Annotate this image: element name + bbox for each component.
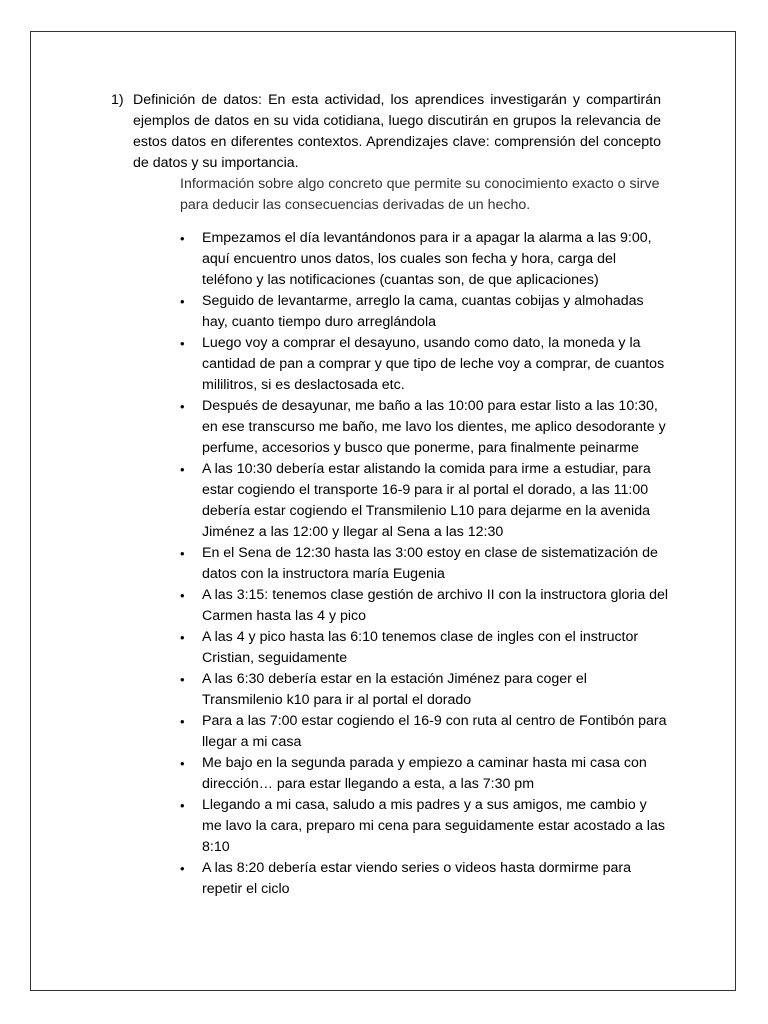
list-item [180,228,670,291]
list-item [180,753,670,795]
list-item-text: Después de desayunar, me baño a las 10:00 para estar listo a las 10:30, en ese transcurso me baño, me lavo los dientes, me aplico desodorante y perfume, accesorios y busco que ponerme, para finalmente peinarme [202,398,666,456]
list-item-text: Llegando a mi casa, saludo a mis padres y a sus amigos, me cambio y me lavo la cara, preparo mi cena para seguidamente estar acostado a las 8:10 [202,797,665,855]
bullet-list [180,228,670,900]
numbered-item [111,90,661,174]
bullet-icon: • [180,462,185,477]
list-item [180,459,670,543]
item-number: 1) [111,92,124,108]
list-item [180,585,670,627]
item-text: Definición de datos: En esta actividad, los aprendices investigarán y compartirán ejemplos de datos en su vida cotidiana, luego discutirán en grupos la relevancia de estos datos en diferentes contextos. Aprendizajes clave: comprensión del concepto de datos y su importancia. [133,92,661,171]
bullet-icon: • [180,546,185,561]
list-item-text: Me bajo en la segunda parada y empiezo a caminar hasta mi casa con dirección… para estar llegando a esta, a las 7:30 pm [202,755,647,792]
list-item-text: A las 8:20 debería estar viendo series o videos hasta dormirme para repetir el ciclo [202,860,632,897]
list-item-text: A las 6:30 debería estar en la estación Jiménez para coger el Transmilenio k10 para ir al portal el dorado [202,671,587,708]
document-page [30,31,736,991]
bullet-icon: • [180,399,185,414]
bullet-icon: • [180,630,185,645]
bullet-icon: • [180,714,185,729]
definition-paragraph: Información sobre algo concreto que permite su conocimiento exacto o sirve para deducir las consecuencias derivadas de un hecho. [180,176,660,213]
list-item-text: Para a las 7:00 estar cogiendo el 16-9 con ruta al centro de Fontibón para llegar a mi casa [202,713,667,750]
list-item [180,543,670,585]
list-item [180,333,670,396]
bullet-icon: • [180,672,185,687]
list-item-text: Luego voy a comprar el desayuno, usando como dato, la moneda y la cantidad de pan a comprar y que tipo de leche voy a comprar, de cuantos mililitros, si es deslactosada etc. [202,335,665,393]
bullet-icon: • [180,231,185,246]
bullet-icon: • [180,588,185,603]
bullet-icon: • [180,798,185,813]
list-item-text: A las 3:15: tenemos clase gestión de archivo II con la instructora gloria del Carmen hasta las 4 y pico [202,587,669,624]
list-item-text: En el Sena de 12:30 hasta las 3:00 estoy en clase de sistematización de datos con la instructora maría Eugenia [202,545,658,582]
list-item-text: Seguido de levantarme, arreglo la cama, cuantas cobijas y almohadas hay, cuanto tiempo duro arreglándola [202,293,644,330]
list-item [180,291,670,333]
list-item [180,711,670,753]
list-item [180,795,670,858]
bullet-icon: • [180,336,185,351]
list-item [180,858,670,900]
list-item [180,669,670,711]
list-item [180,396,670,459]
list-item-text: Empezamos el día levantándonos para ir a apagar la alarma a las 9:00, aquí encuentro unos datos, los cuales son fecha y hora, carga del teléfono y las notificaciones (cuantas son, de que aplicaciones) [202,230,652,288]
list-item [180,627,670,669]
bullet-icon: • [180,294,185,309]
list-item-text: A las 10:30 debería estar alistando la comida para irme a estudiar, para estar cogiendo el transporte 16-9 para ir al portal el dorado, a las 11:00 debería estar cogiendo el Transmilenio L10 para dejarme en la avenida Jiménez a las 12:00 y llegar al Sena a las 12:30 [202,461,651,540]
bullet-icon: • [180,756,185,771]
bullet-icon: • [180,861,185,876]
list-item-text: A las 4 y pico hasta las 6:10 tenemos clase de ingles con el instructor Cristian, seguidamente [202,629,639,666]
